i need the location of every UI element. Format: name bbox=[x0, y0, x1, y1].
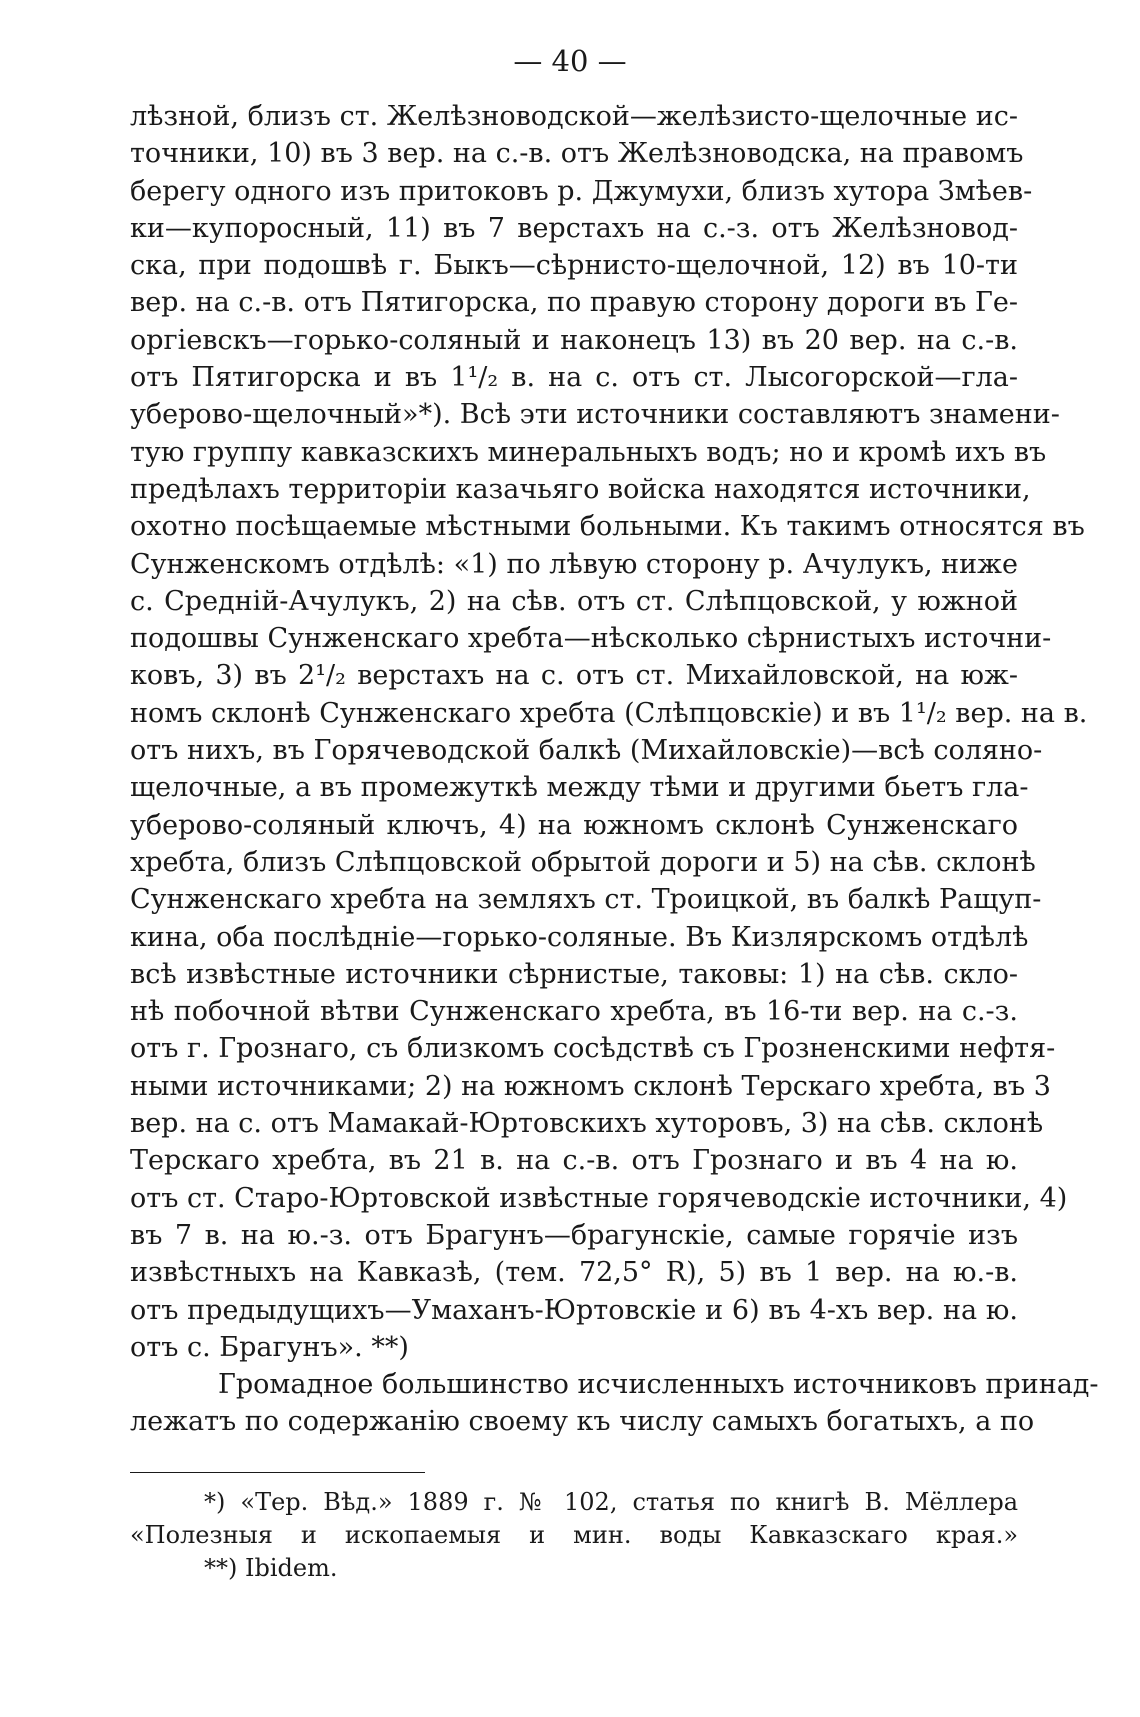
text-line: оргіевскъ—горько-соляный и наконецъ 13) въ 20 вер. на с.-в. bbox=[130, 324, 1018, 356]
text-line: уберово-щелочный»*). Всѣ эти источники составляютъ знамени- bbox=[130, 399, 1060, 431]
text-line: с. Средній-Ачулукъ, 2) на сѣв. отъ ст. Слѣпцовской, у южной bbox=[130, 585, 1018, 617]
text-line: кина, оба послѣдніе—горько-соляные. Въ Кизлярскомъ отдѣлѣ bbox=[130, 921, 1029, 953]
text-line: ковъ, 3) въ 2¹/₂ верстахъ на с. отъ ст. Михайловской, на юж- bbox=[130, 660, 1018, 692]
page-number: — 40 — bbox=[513, 44, 627, 78]
text-line: Громадное большинство исчисленныхъ источниковъ принад- bbox=[218, 1369, 1099, 1401]
text-line: отъ предыдущихъ—Умаханъ-Юртовскіе и 6) въ 4-хъ вер. на ю. bbox=[130, 1294, 1018, 1326]
text-line: ными источниками; 2) на южномъ склонѣ Терскаго хребта, въ 3 bbox=[130, 1070, 1051, 1102]
text-line: точники, 10) въ 3 вер. на с.-в. отъ Желѣзноводска, на правомъ bbox=[130, 138, 1024, 170]
text-line: охотно посѣщаемые мѣстными больными. Къ такимъ относятся въ bbox=[130, 511, 1085, 543]
text-line: отъ Пятигорска и въ 1¹/₂ в. на с. отъ ст. Лысогорской—гла- bbox=[130, 362, 1018, 394]
text-line: Сунженскаго хребта на земляхъ ст. Троицкой, въ балкѣ Ращуп- bbox=[130, 884, 1042, 916]
footnote-line: **) Ibidem. bbox=[204, 1554, 338, 1582]
text-line: вер. на с. отъ Мамакай-Юртовскихъ хуторовъ, 3) на сѣв. склонѣ bbox=[130, 1108, 1044, 1140]
text-line: всѣ извѣстные источники сѣрнистые, таковы: 1) на сѣв. скло- bbox=[130, 958, 1018, 990]
footnote-line: «Полезныя и ископаемыя и мин. воды Кавказскаго края.» bbox=[130, 1521, 1018, 1549]
text-line: номъ склонѣ Сунженскаго хребта (Слѣпцовскіе) и въ 1¹/₂ вер. на в. bbox=[130, 697, 1088, 729]
footnotes bbox=[130, 1486, 1018, 1585]
text-line: ска, при подошвѣ г. Быкъ—сѣрнисто-щелочной, 12) въ 10-ти bbox=[130, 250, 1018, 282]
text-line: извѣстныхъ на Кавказѣ, (тем. 72,5° R), 5) въ 1 вер. на ю.-в. bbox=[130, 1257, 1018, 1289]
footnote-line: *) «Тер. Вѣд.» 1889 г. № 102, статья по книгѣ В. Мёллера bbox=[204, 1488, 1018, 1516]
text-line: хребта, близъ Слѣпцовской обрытой дороги и 5) на сѣв. склонѣ bbox=[130, 846, 1036, 878]
text-line: тую группу кавказскихъ минеральныхъ водъ; но и кромѣ ихъ въ bbox=[130, 436, 1047, 468]
text-line: отъ ст. Старо-Юртовской извѣстные горячеводскіе источники, 4) bbox=[130, 1182, 1068, 1214]
text-line: отъ с. Брагунъ». **) bbox=[130, 1331, 409, 1363]
text-line: берегу одного изъ притоковъ р. Джумухи, близъ хутора Змѣев- bbox=[130, 175, 1033, 207]
text-line: вер. на с.-в. отъ Пятигорска, по правую сторону дороги въ Ге- bbox=[130, 287, 1018, 319]
text-line: предѣлахъ территоріи казачьяго войска находятся источники, bbox=[130, 473, 1031, 505]
text-line: уберово-соляный ключъ, 4) на южномъ склонѣ Сунженскаго bbox=[130, 809, 1018, 841]
text-line: подошвы Сунженскаго хребта—нѣсколько сѣрнистыхъ источни- bbox=[130, 623, 1052, 655]
text-line: въ 7 в. на ю.-з. отъ Брагунъ—брагунскіе, самые горячіе изъ bbox=[130, 1219, 1018, 1251]
text-line: щелочные, а въ промежуткѣ между тѣми и другими бьетъ гла- bbox=[130, 772, 1029, 804]
text-line: ки—купоросный, 11) въ 7 верстахъ на с.-з. отъ Желѣзновод- bbox=[130, 212, 1018, 244]
footnote-divider bbox=[130, 1472, 425, 1473]
text-line: лежатъ по содержанію своему къ числу самыхъ богатыхъ, а по bbox=[130, 1406, 1035, 1438]
text-line: отъ нихъ, въ Горячеводской балкѣ (Михайловскіе)—всѣ соляно- bbox=[130, 735, 1043, 767]
text-line: Терскаго хребта, въ 21 в. на с.-в. отъ Грознаго и въ 4 на ю. bbox=[130, 1145, 1018, 1177]
text-line: Сунженскомъ отдѣлѣ: «1) по лѣвую сторону р. Ачулукъ, ниже bbox=[130, 548, 1018, 580]
text-line: нѣ побочной вѣтви Сунженскаго хребта, въ 16-ти вер. на с.-з. bbox=[130, 996, 1018, 1028]
text-line: отъ г. Грознаго, съ близкомъ сосѣдствѣ съ Грозненскими нефтя- bbox=[130, 1033, 1056, 1065]
text-line: лѣзной, близъ ст. Желѣзноводской—желѣзисто-щелочные ис- bbox=[130, 101, 1018, 132]
body-text bbox=[130, 98, 1099, 1441]
